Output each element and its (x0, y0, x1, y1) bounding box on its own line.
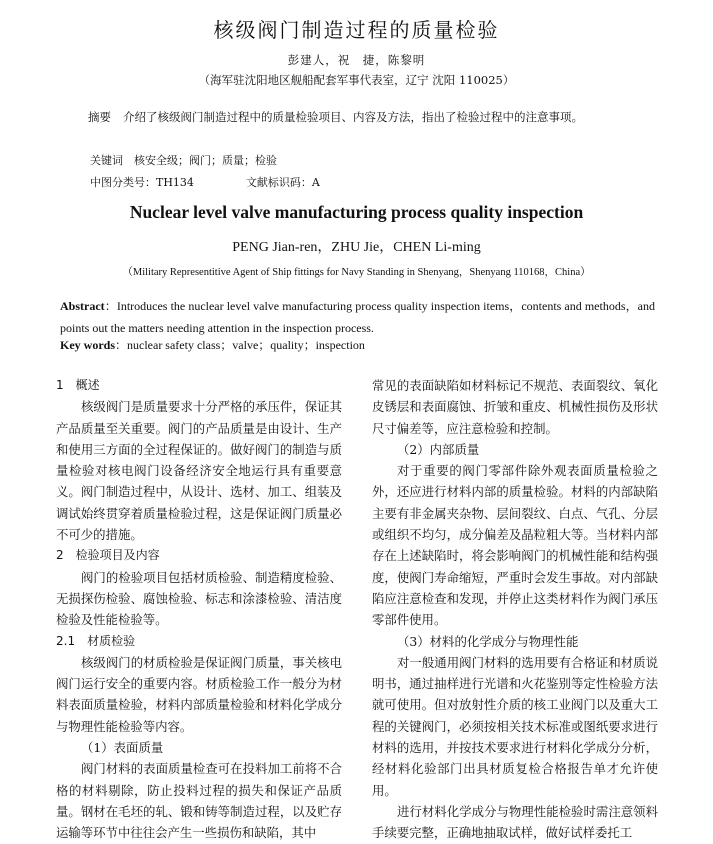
body-paragraph: 核级阀门的材质检验是保证阀门质量，事关核电阀门运行安全的重要内容。材质检验工作一般分为材料表面质量检验，材料内部质量检验和材料化学成分与物理性能检验等内容。 (56, 654, 342, 734)
body-paragraph: 阀门的检验项目包括材质检验、制造精度检验、无损探伤检验、腐蚀检验、标志和涂漆检验、清洁度检验及性能检验等。 (56, 569, 342, 628)
abstract-text-en: ：Introduces the nuclear level valve manufacturing process quality inspection items，contents and methods，and points out the matters needing attention in the inspection process. (60, 299, 655, 335)
classification-line (90, 174, 320, 190)
abstract-label-en: Abstract (60, 299, 105, 313)
keywords-cn: 关键词 核安全级；阀门；质量；检验 (90, 154, 277, 167)
body-column-right (372, 375, 658, 844)
body-paragraph: 阀门材料的表面质量检查可在投料加工前将不合格的材料剔除，防止投料过程的损失和保证产品质量。钢材在毛坯的轧、锻和铸等制造过程，以及贮存运输等环节中往往会产生一些损伤和缺陷，其中 (56, 761, 342, 841)
keywords-label-en: Key words (60, 338, 115, 352)
subsection-heading: （2）内部质量 (397, 441, 480, 457)
affiliation-cn: （海军驻沈阳地区舰船配套军事代表室，辽宁 沈阳 110025） (198, 73, 515, 87)
clc-number: 中图分类号：TH134 (90, 176, 194, 189)
body-paragraph: 进行材料化学成分与物理性能检验时需注意领料手续要完整，正确地抽取试样，做好试样委托工 (372, 803, 658, 841)
body-paragraph: 对一般通用阀门材料的选用要有合格证和材质说明书，通过抽样进行光谱和火花鉴别等定性检验方法就可使用。但对放射性介质的核工业阀门以及重大工程的关键阀门，必须按相关技术标准或图纸要求进行材料的选用，并按技术要求进行材料化学成分分析，经材料化验部门出具材质复检合格报告单才允许使用。 (372, 654, 658, 798)
abstract-en (60, 295, 655, 339)
authors-en: PENG Jian-ren，ZHU Jie，CHEN Li-ming (232, 240, 481, 255)
body-paragraph: 常见的表面缺陷如材料标记不规范、表面裂纹、氧化皮锈层和表面腐蚀、折皱和重皮、机械性损伤及形状尺寸偏差等，应注意检验和控制。 (372, 378, 658, 436)
subsection-heading: （3）材料的化学成分与物理性能 (397, 633, 579, 649)
abstract-cn (60, 106, 660, 128)
body-paragraph: 对于重要的阀门零部件除外观表面质量检验之外，还应进行材料内部的质量检验。材料的内部缺陷主要有非金属夹杂物、层间裂纹、白点、气孔、分层或组织不均匀，成分偏差及晶粒粗大等。当材料内部存在上述缺陷时，将会影响阀门的机械性能和结构强度，使阀门寿命缩短，严重时会发生事故。对内部缺陷应注意检查和发现，并停止这类材料作为阀门承压零部件使用。 (372, 463, 658, 628)
section-heading: 2 检验项目及内容 (56, 548, 160, 563)
keywords-en (60, 336, 655, 353)
affiliation-en: （Military Representitive Agent of Ship fittings for Navy Standing in Shenyang，Shenyang 110168，China） (122, 267, 591, 278)
section-heading: 1 概述 (56, 378, 100, 392)
subsection-heading: （1）表面质量 (81, 740, 164, 756)
paper-title-en: Nuclear level valve manufacturing process quality inspection (129, 202, 584, 222)
authors-cn: 彭建人，祝 捷，陈黎明 (287, 53, 426, 67)
body-column-left (56, 375, 342, 844)
paper-title-cn: 核级阀门制造过程的质量检验 (213, 18, 500, 42)
body-paragraph: 核级阀门是质量要求十分严格的承压件，保证其产品质量至关重要。阀门的产品质量是由设计、生产和使用三方面的全过程保证的。做好阀门的制造与质量检验对核电阀门设备经济安全地运行具有重要意义。阀门制造过程中，从设计、选材、加工、组装及调试始终贯穿着质量检验过程，这是保证阀门质量必不可少的措施。 (56, 399, 342, 543)
abstract-text-cn: 介绍了核级阀门制造过程中的质量检验项目、内容及方法，指出了检验过程中的注意事项。 (123, 110, 583, 124)
section-heading: 2.1 材质检验 (56, 633, 136, 648)
abstract-label-cn: 摘要 (88, 110, 111, 124)
keywords-text-en: ：nuclear safety class；valve；quality；inspection (115, 338, 365, 352)
document-code: 文献标识码：A (245, 176, 320, 189)
